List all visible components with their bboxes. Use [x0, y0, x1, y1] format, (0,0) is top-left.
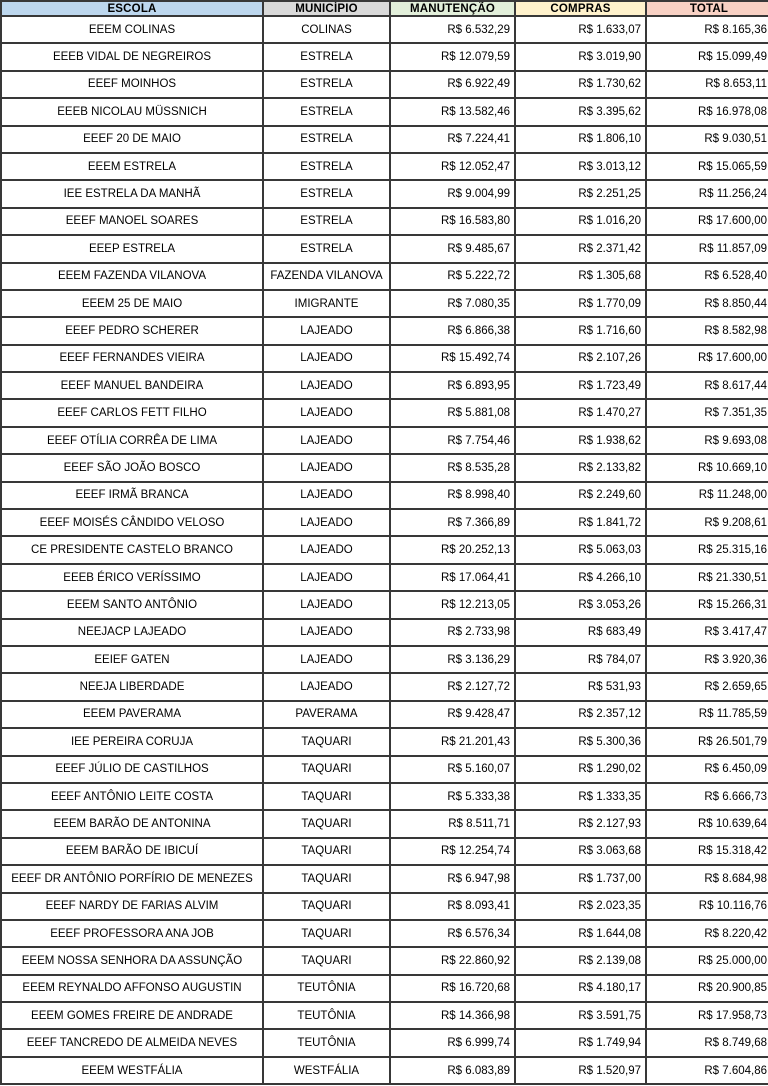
cell-escola: EEEF PEDRO SCHERER [1, 317, 263, 344]
cell-escola: NEEJA LIBERDADE [1, 673, 263, 700]
cell-total: R$ 11.256,24 [646, 180, 768, 207]
cell-escola: EEEF PROFESSORA ANA JOB [1, 920, 263, 947]
cell-manutencao: R$ 9.428,47 [390, 701, 515, 728]
cell-municipio: TAQUARI [263, 920, 390, 947]
cell-escola: EEIEF GATEN [1, 646, 263, 673]
cell-compras: R$ 1.723,49 [515, 372, 646, 399]
cell-total: R$ 10.669,10 [646, 454, 768, 481]
cell-total: R$ 15.266,31 [646, 591, 768, 618]
cell-total: R$ 6.528,40 [646, 263, 768, 290]
cell-compras: R$ 2.139,08 [515, 947, 646, 974]
cell-manutencao: R$ 8.511,71 [390, 810, 515, 837]
cell-escola: EEEF FERNANDES VIEIRA [1, 345, 263, 372]
table-row [1, 673, 768, 700]
column-header-escola: ESCOLA [1, 1, 263, 16]
table-row [1, 756, 768, 783]
cell-total: R$ 8.220,42 [646, 920, 768, 947]
cell-total: R$ 9.030,51 [646, 126, 768, 153]
table-row [1, 810, 768, 837]
cell-total: R$ 2.659,65 [646, 673, 768, 700]
cell-total: R$ 17.958,73 [646, 1002, 768, 1029]
cell-manutencao: R$ 14.366,98 [390, 1002, 515, 1029]
cell-municipio: TAQUARI [263, 865, 390, 892]
cell-escola: EEEF NARDY DE FARIAS ALVIM [1, 893, 263, 920]
cell-compras: R$ 1.716,60 [515, 317, 646, 344]
cell-compras: R$ 5.300,36 [515, 728, 646, 755]
cell-manutencao: R$ 8.093,41 [390, 893, 515, 920]
cell-municipio: IMIGRANTE [263, 290, 390, 317]
cell-manutencao: R$ 6.866,38 [390, 317, 515, 344]
cell-municipio: TAQUARI [263, 756, 390, 783]
cell-escola: EEEM WESTFÁLIA [1, 1057, 263, 1084]
cell-total: R$ 11.248,00 [646, 482, 768, 509]
cell-escola: EEEM 25 DE MAIO [1, 290, 263, 317]
cell-municipio: TAQUARI [263, 947, 390, 974]
cell-manutencao: R$ 7.754,46 [390, 427, 515, 454]
cell-manutencao: R$ 15.492,74 [390, 345, 515, 372]
table-row [1, 947, 768, 974]
cell-manutencao: R$ 2.733,98 [390, 619, 515, 646]
cell-manutencao: R$ 7.224,41 [390, 126, 515, 153]
cell-escola: EEEF MOINHOS [1, 71, 263, 98]
cell-compras: R$ 2.107,26 [515, 345, 646, 372]
cell-compras: R$ 1.016,20 [515, 208, 646, 235]
cell-municipio: ESTRELA [263, 180, 390, 207]
cell-municipio: ESTRELA [263, 98, 390, 125]
cell-manutencao: R$ 5.222,72 [390, 263, 515, 290]
cell-municipio: ESTRELA [263, 43, 390, 70]
table-row [1, 838, 768, 865]
table-row [1, 345, 768, 372]
cell-municipio: FAZENDA VILANOVA [263, 263, 390, 290]
cell-total: R$ 3.920,36 [646, 646, 768, 673]
cell-escola: IEE ESTRELA DA MANHÃ [1, 180, 263, 207]
cell-municipio: TAQUARI [263, 838, 390, 865]
cell-compras: R$ 1.737,00 [515, 865, 646, 892]
cell-municipio: LAJEADO [263, 482, 390, 509]
cell-municipio: ESTRELA [263, 208, 390, 235]
cell-municipio: LAJEADO [263, 454, 390, 481]
cell-total: R$ 8.617,44 [646, 372, 768, 399]
cell-compras: R$ 784,07 [515, 646, 646, 673]
cell-compras: R$ 1.730,62 [515, 71, 646, 98]
cell-municipio: TEUTÔNIA [263, 1002, 390, 1029]
cell-escola: EEEF DR ANTÔNIO PORFÍRIO DE MENEZES [1, 865, 263, 892]
table-row [1, 427, 768, 454]
cell-compras: R$ 1.749,94 [515, 1029, 646, 1056]
table-row [1, 1057, 768, 1084]
cell-total: R$ 20.900,85 [646, 975, 768, 1002]
cell-compras: R$ 1.841,72 [515, 509, 646, 536]
table-row [1, 591, 768, 618]
cell-manutencao: R$ 12.213,05 [390, 591, 515, 618]
cell-municipio: LAJEADO [263, 564, 390, 591]
cell-escola: EEEP ESTRELA [1, 235, 263, 262]
cell-compras: R$ 2.249,60 [515, 482, 646, 509]
cell-total: R$ 8.653,11 [646, 71, 768, 98]
cell-compras: R$ 683,49 [515, 619, 646, 646]
cell-total: R$ 6.666,73 [646, 783, 768, 810]
table-row [1, 263, 768, 290]
cell-total: R$ 6.450,09 [646, 756, 768, 783]
cell-manutencao: R$ 8.535,28 [390, 454, 515, 481]
cell-municipio: TEUTÔNIA [263, 975, 390, 1002]
cell-escola: EEEM COLINAS [1, 16, 263, 43]
table-row [1, 536, 768, 563]
cell-compras: R$ 2.357,12 [515, 701, 646, 728]
cell-total: R$ 7.351,35 [646, 399, 768, 426]
cell-compras: R$ 3.053,26 [515, 591, 646, 618]
cell-manutencao: R$ 21.201,43 [390, 728, 515, 755]
cell-compras: R$ 4.266,10 [515, 564, 646, 591]
cell-manutencao: R$ 2.127,72 [390, 673, 515, 700]
cell-compras: R$ 2.133,82 [515, 454, 646, 481]
cell-compras: R$ 2.371,42 [515, 235, 646, 262]
cell-municipio: LAJEADO [263, 345, 390, 372]
cell-manutencao: R$ 6.532,29 [390, 16, 515, 43]
cell-escola: EEEM BARÃO DE IBICUÍ [1, 838, 263, 865]
cell-manutencao: R$ 16.583,80 [390, 208, 515, 235]
cell-municipio: LAJEADO [263, 509, 390, 536]
table-row [1, 399, 768, 426]
cell-manutencao: R$ 6.947,98 [390, 865, 515, 892]
cell-municipio: LAJEADO [263, 372, 390, 399]
cell-manutencao: R$ 17.064,41 [390, 564, 515, 591]
cell-total: R$ 8.749,68 [646, 1029, 768, 1056]
table-row [1, 920, 768, 947]
cell-municipio: PAVERAMA [263, 701, 390, 728]
cell-municipio: ESTRELA [263, 71, 390, 98]
cell-compras: R$ 4.180,17 [515, 975, 646, 1002]
table-row [1, 372, 768, 399]
cell-total: R$ 8.165,36 [646, 16, 768, 43]
cell-escola: CE PRESIDENTE CASTELO BRANCO [1, 536, 263, 563]
cell-compras: R$ 1.470,27 [515, 399, 646, 426]
table-row [1, 16, 768, 43]
cell-municipio: LAJEADO [263, 619, 390, 646]
cell-compras: R$ 1.333,35 [515, 783, 646, 810]
cell-municipio: TAQUARI [263, 810, 390, 837]
header-row [1, 1, 768, 16]
cell-manutencao: R$ 3.136,29 [390, 646, 515, 673]
table-row [1, 865, 768, 892]
cell-municipio: LAJEADO [263, 399, 390, 426]
cell-municipio: LAJEADO [263, 536, 390, 563]
table-row [1, 646, 768, 673]
cell-municipio: ESTRELA [263, 235, 390, 262]
cell-manutencao: R$ 9.485,67 [390, 235, 515, 262]
cell-escola: EEEF MANUEL BANDEIRA [1, 372, 263, 399]
cell-manutencao: R$ 5.160,07 [390, 756, 515, 783]
cell-manutencao: R$ 6.999,74 [390, 1029, 515, 1056]
cell-escola: EEEF MANOEL SOARES [1, 208, 263, 235]
table-row [1, 43, 768, 70]
cell-escola: EEEF ANTÔNIO LEITE COSTA [1, 783, 263, 810]
cell-total: R$ 17.600,00 [646, 345, 768, 372]
cell-compras: R$ 1.305,68 [515, 263, 646, 290]
table-row [1, 153, 768, 180]
cell-compras: R$ 531,93 [515, 673, 646, 700]
cell-total: R$ 9.208,61 [646, 509, 768, 536]
cell-total: R$ 10.116,76 [646, 893, 768, 920]
cell-total: R$ 25.000,00 [646, 947, 768, 974]
table-row [1, 509, 768, 536]
cell-escola: EEEF IRMÃ BRANCA [1, 482, 263, 509]
cell-compras: R$ 1.806,10 [515, 126, 646, 153]
column-header-compras: COMPRAS [515, 1, 646, 16]
table-row [1, 180, 768, 207]
cell-escola: EEEM PAVERAMA [1, 701, 263, 728]
cell-municipio: WESTFÁLIA [263, 1057, 390, 1084]
cell-escola: EEEF MOISÉS CÂNDIDO VELOSO [1, 509, 263, 536]
cell-municipio: COLINAS [263, 16, 390, 43]
cell-total: R$ 25.315,16 [646, 536, 768, 563]
table-row [1, 1029, 768, 1056]
cell-total: R$ 15.099,49 [646, 43, 768, 70]
table-row [1, 482, 768, 509]
cell-escola: EEEM FAZENDA VILANOVA [1, 263, 263, 290]
cell-manutencao: R$ 7.366,89 [390, 509, 515, 536]
table-row [1, 317, 768, 344]
cell-municipio: TEUTÔNIA [263, 1029, 390, 1056]
cell-escola: NEEJACP LAJEADO [1, 619, 263, 646]
cell-total: R$ 9.693,08 [646, 427, 768, 454]
cell-total: R$ 16.978,08 [646, 98, 768, 125]
cell-manutencao: R$ 9.004,99 [390, 180, 515, 207]
cell-escola: EEEF JÚLIO DE CASTILHOS [1, 756, 263, 783]
cell-escola: IEE PEREIRA CORUJA [1, 728, 263, 755]
cell-manutencao: R$ 6.893,95 [390, 372, 515, 399]
cell-compras: R$ 3.395,62 [515, 98, 646, 125]
cell-compras: R$ 3.063,68 [515, 838, 646, 865]
cell-total: R$ 26.501,79 [646, 728, 768, 755]
cell-compras: R$ 2.127,93 [515, 810, 646, 837]
table-row [1, 975, 768, 1002]
cell-escola: EEEM SANTO ANTÔNIO [1, 591, 263, 618]
cell-manutencao: R$ 6.576,34 [390, 920, 515, 947]
cell-municipio: LAJEADO [263, 646, 390, 673]
cell-compras: R$ 2.251,25 [515, 180, 646, 207]
cell-manutencao: R$ 5.881,08 [390, 399, 515, 426]
cell-escola: EEEF 20 DE MAIO [1, 126, 263, 153]
cell-manutencao: R$ 20.252,13 [390, 536, 515, 563]
cell-municipio: TAQUARI [263, 783, 390, 810]
table-row [1, 71, 768, 98]
cell-total: R$ 7.604,86 [646, 1057, 768, 1084]
cell-total: R$ 11.785,59 [646, 701, 768, 728]
column-header-municipio: MUNICÍPIO [263, 1, 390, 16]
cell-compras: R$ 1.520,97 [515, 1057, 646, 1084]
table-row [1, 98, 768, 125]
cell-compras: R$ 5.063,03 [515, 536, 646, 563]
table-row [1, 619, 768, 646]
cell-escola: EEEM GOMES FREIRE DE ANDRADE [1, 1002, 263, 1029]
cell-manutencao: R$ 12.079,59 [390, 43, 515, 70]
cell-manutencao: R$ 12.052,47 [390, 153, 515, 180]
column-header-total: TOTAL [646, 1, 768, 16]
cell-escola: EEEB ÉRICO VERÍSSIMO [1, 564, 263, 591]
table-row [1, 1002, 768, 1029]
cell-total: R$ 11.857,09 [646, 235, 768, 262]
cell-total: R$ 15.065,59 [646, 153, 768, 180]
column-header-manutencao: MANUTENÇÃO [390, 1, 515, 16]
cell-escola: EEEM BARÃO DE ANTONINA [1, 810, 263, 837]
cell-compras: R$ 2.023,35 [515, 893, 646, 920]
cell-compras: R$ 3.019,90 [515, 43, 646, 70]
cell-total: R$ 8.582,98 [646, 317, 768, 344]
cell-compras: R$ 1.770,09 [515, 290, 646, 317]
cell-total: R$ 17.600,00 [646, 208, 768, 235]
cell-escola: EEEF OTÍLIA CORRÊA DE LIMA [1, 427, 263, 454]
cell-compras: R$ 3.013,12 [515, 153, 646, 180]
cell-total: R$ 10.639,64 [646, 810, 768, 837]
cell-municipio: ESTRELA [263, 126, 390, 153]
table-row [1, 564, 768, 591]
table-row [1, 208, 768, 235]
cell-municipio: ESTRELA [263, 153, 390, 180]
cell-municipio: LAJEADO [263, 591, 390, 618]
cell-manutencao: R$ 6.083,89 [390, 1057, 515, 1084]
cell-municipio: LAJEADO [263, 427, 390, 454]
table-row [1, 893, 768, 920]
cell-escola: EEEM REYNALDO AFFONSO AUGUSTIN [1, 975, 263, 1002]
cell-escola: EEEF CARLOS FETT FILHO [1, 399, 263, 426]
cell-escola: EEEB VIDAL DE NEGREIROS [1, 43, 263, 70]
cell-total: R$ 21.330,51 [646, 564, 768, 591]
cell-escola: EEEB NICOLAU MÜSSNICH [1, 98, 263, 125]
cell-municipio: TAQUARI [263, 893, 390, 920]
cell-escola: EEEF TANCREDO DE ALMEIDA NEVES [1, 1029, 263, 1056]
cell-compras: R$ 1.290,02 [515, 756, 646, 783]
cell-escola: EEEM ESTRELA [1, 153, 263, 180]
cell-compras: R$ 3.591,75 [515, 1002, 646, 1029]
cell-municipio: TAQUARI [263, 728, 390, 755]
table-row [1, 290, 768, 317]
cell-escola: EEEF SÃO JOÃO BOSCO [1, 454, 263, 481]
cell-municipio: LAJEADO [263, 317, 390, 344]
table-row [1, 701, 768, 728]
table-row [1, 235, 768, 262]
table-row [1, 454, 768, 481]
cell-manutencao: R$ 13.582,46 [390, 98, 515, 125]
cell-manutencao: R$ 12.254,74 [390, 838, 515, 865]
cell-compras: R$ 1.938,62 [515, 427, 646, 454]
cell-total: R$ 8.850,44 [646, 290, 768, 317]
cell-compras: R$ 1.644,08 [515, 920, 646, 947]
cell-manutencao: R$ 7.080,35 [390, 290, 515, 317]
cell-total: R$ 15.318,42 [646, 838, 768, 865]
cell-compras: R$ 1.633,07 [515, 16, 646, 43]
table-row [1, 728, 768, 755]
cell-total: R$ 3.417,47 [646, 619, 768, 646]
cell-escola: EEEM NOSSA SENHORA DA ASSUNÇÃO [1, 947, 263, 974]
cell-municipio: LAJEADO [263, 673, 390, 700]
cell-manutencao: R$ 8.998,40 [390, 482, 515, 509]
cell-manutencao: R$ 16.720,68 [390, 975, 515, 1002]
cell-manutencao: R$ 22.860,92 [390, 947, 515, 974]
cell-total: R$ 8.684,98 [646, 865, 768, 892]
table-row [1, 126, 768, 153]
cell-manutencao: R$ 5.333,38 [390, 783, 515, 810]
cell-manutencao: R$ 6.922,49 [390, 71, 515, 98]
table-row [1, 783, 768, 810]
